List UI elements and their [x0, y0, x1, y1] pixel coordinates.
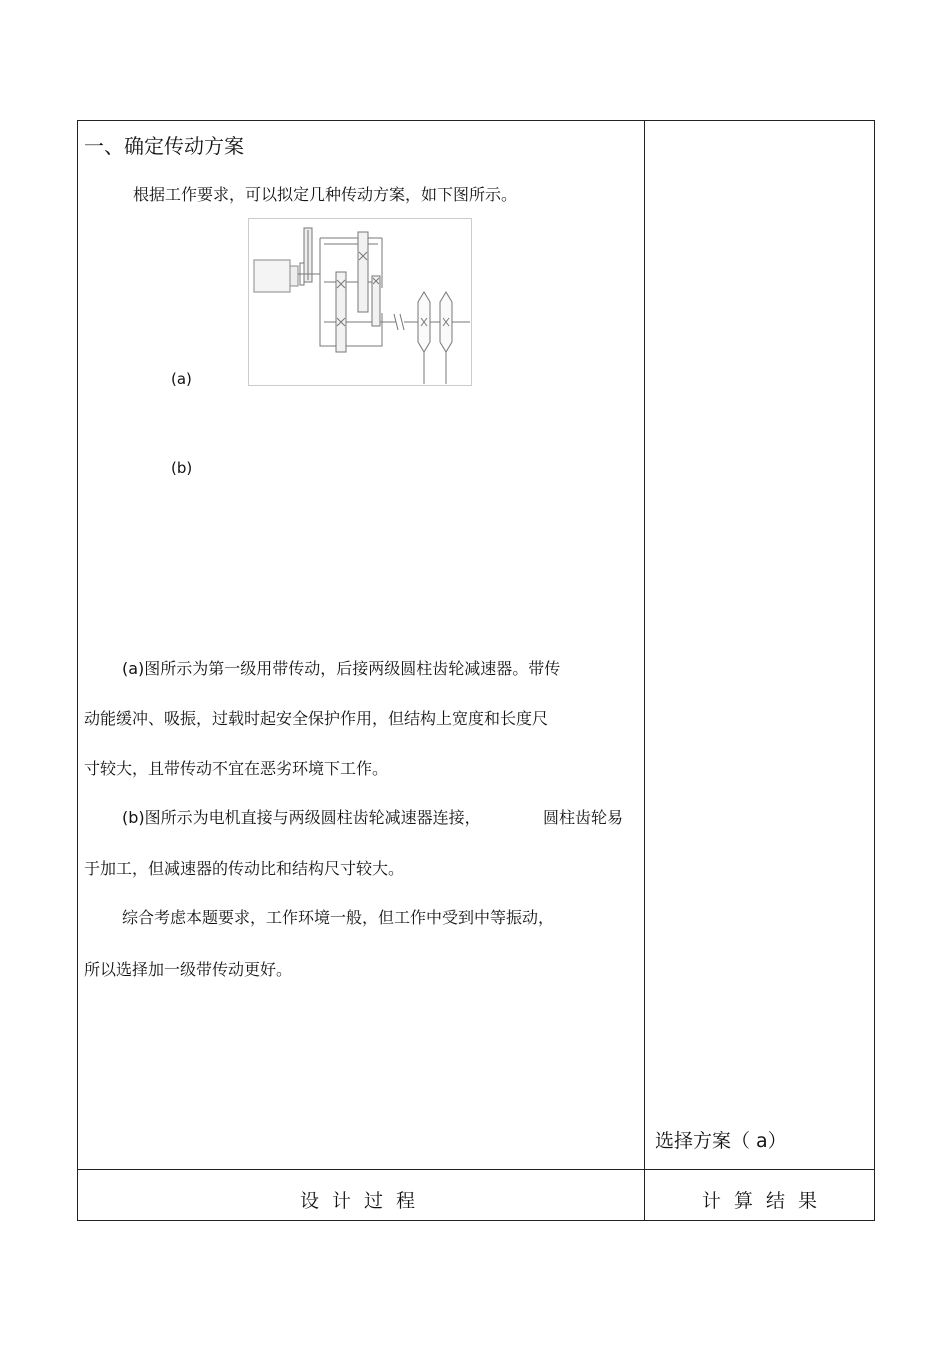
transmission-diagram-a	[248, 218, 472, 386]
paragraph-b-line1: (b)图所示为电机直接与两级圆柱齿轮减速器连接，	[122, 808, 481, 827]
paragraph-b-line1-end: 圆柱齿轮易	[543, 808, 624, 827]
footer-design-process: 设计过程	[300, 1190, 429, 1212]
intro-text: 根据工作要求，可以拟定几种传动方案，如下图所示。	[133, 185, 518, 204]
footer-divider	[77, 1169, 875, 1170]
column-divider	[644, 120, 645, 1221]
paragraph-b-line2: 于加工，但减速器的传动比和结构尺寸较大。	[84, 859, 405, 878]
paragraph-a-line3: 寸较大，且带传动不宜在恶劣环境下工作。	[84, 759, 389, 778]
section-title: 一、确定传动方案	[84, 134, 244, 158]
selected-scheme: 选择方案（ a）	[655, 1130, 787, 1152]
figure-label-a: (a)	[171, 370, 192, 388]
paragraph-a-line2: 动能缓冲、吸振，过载时起安全保护作用，但结构上宽度和长度尺	[84, 709, 549, 728]
paragraph-c-line1: 综合考虑本题要求，工作环境一般，但工作中受到中等振动，	[122, 908, 555, 927]
paragraph-c-line2: 所以选择加一级带传动更好。	[84, 960, 293, 979]
footer-calculation-result: 计算结果	[702, 1190, 831, 1212]
paragraph-a-line1: (a)图所示为第一级用带传动，后接两级圆柱齿轮减速器。带传	[122, 659, 561, 678]
figure-label-b: (b)	[171, 459, 193, 477]
